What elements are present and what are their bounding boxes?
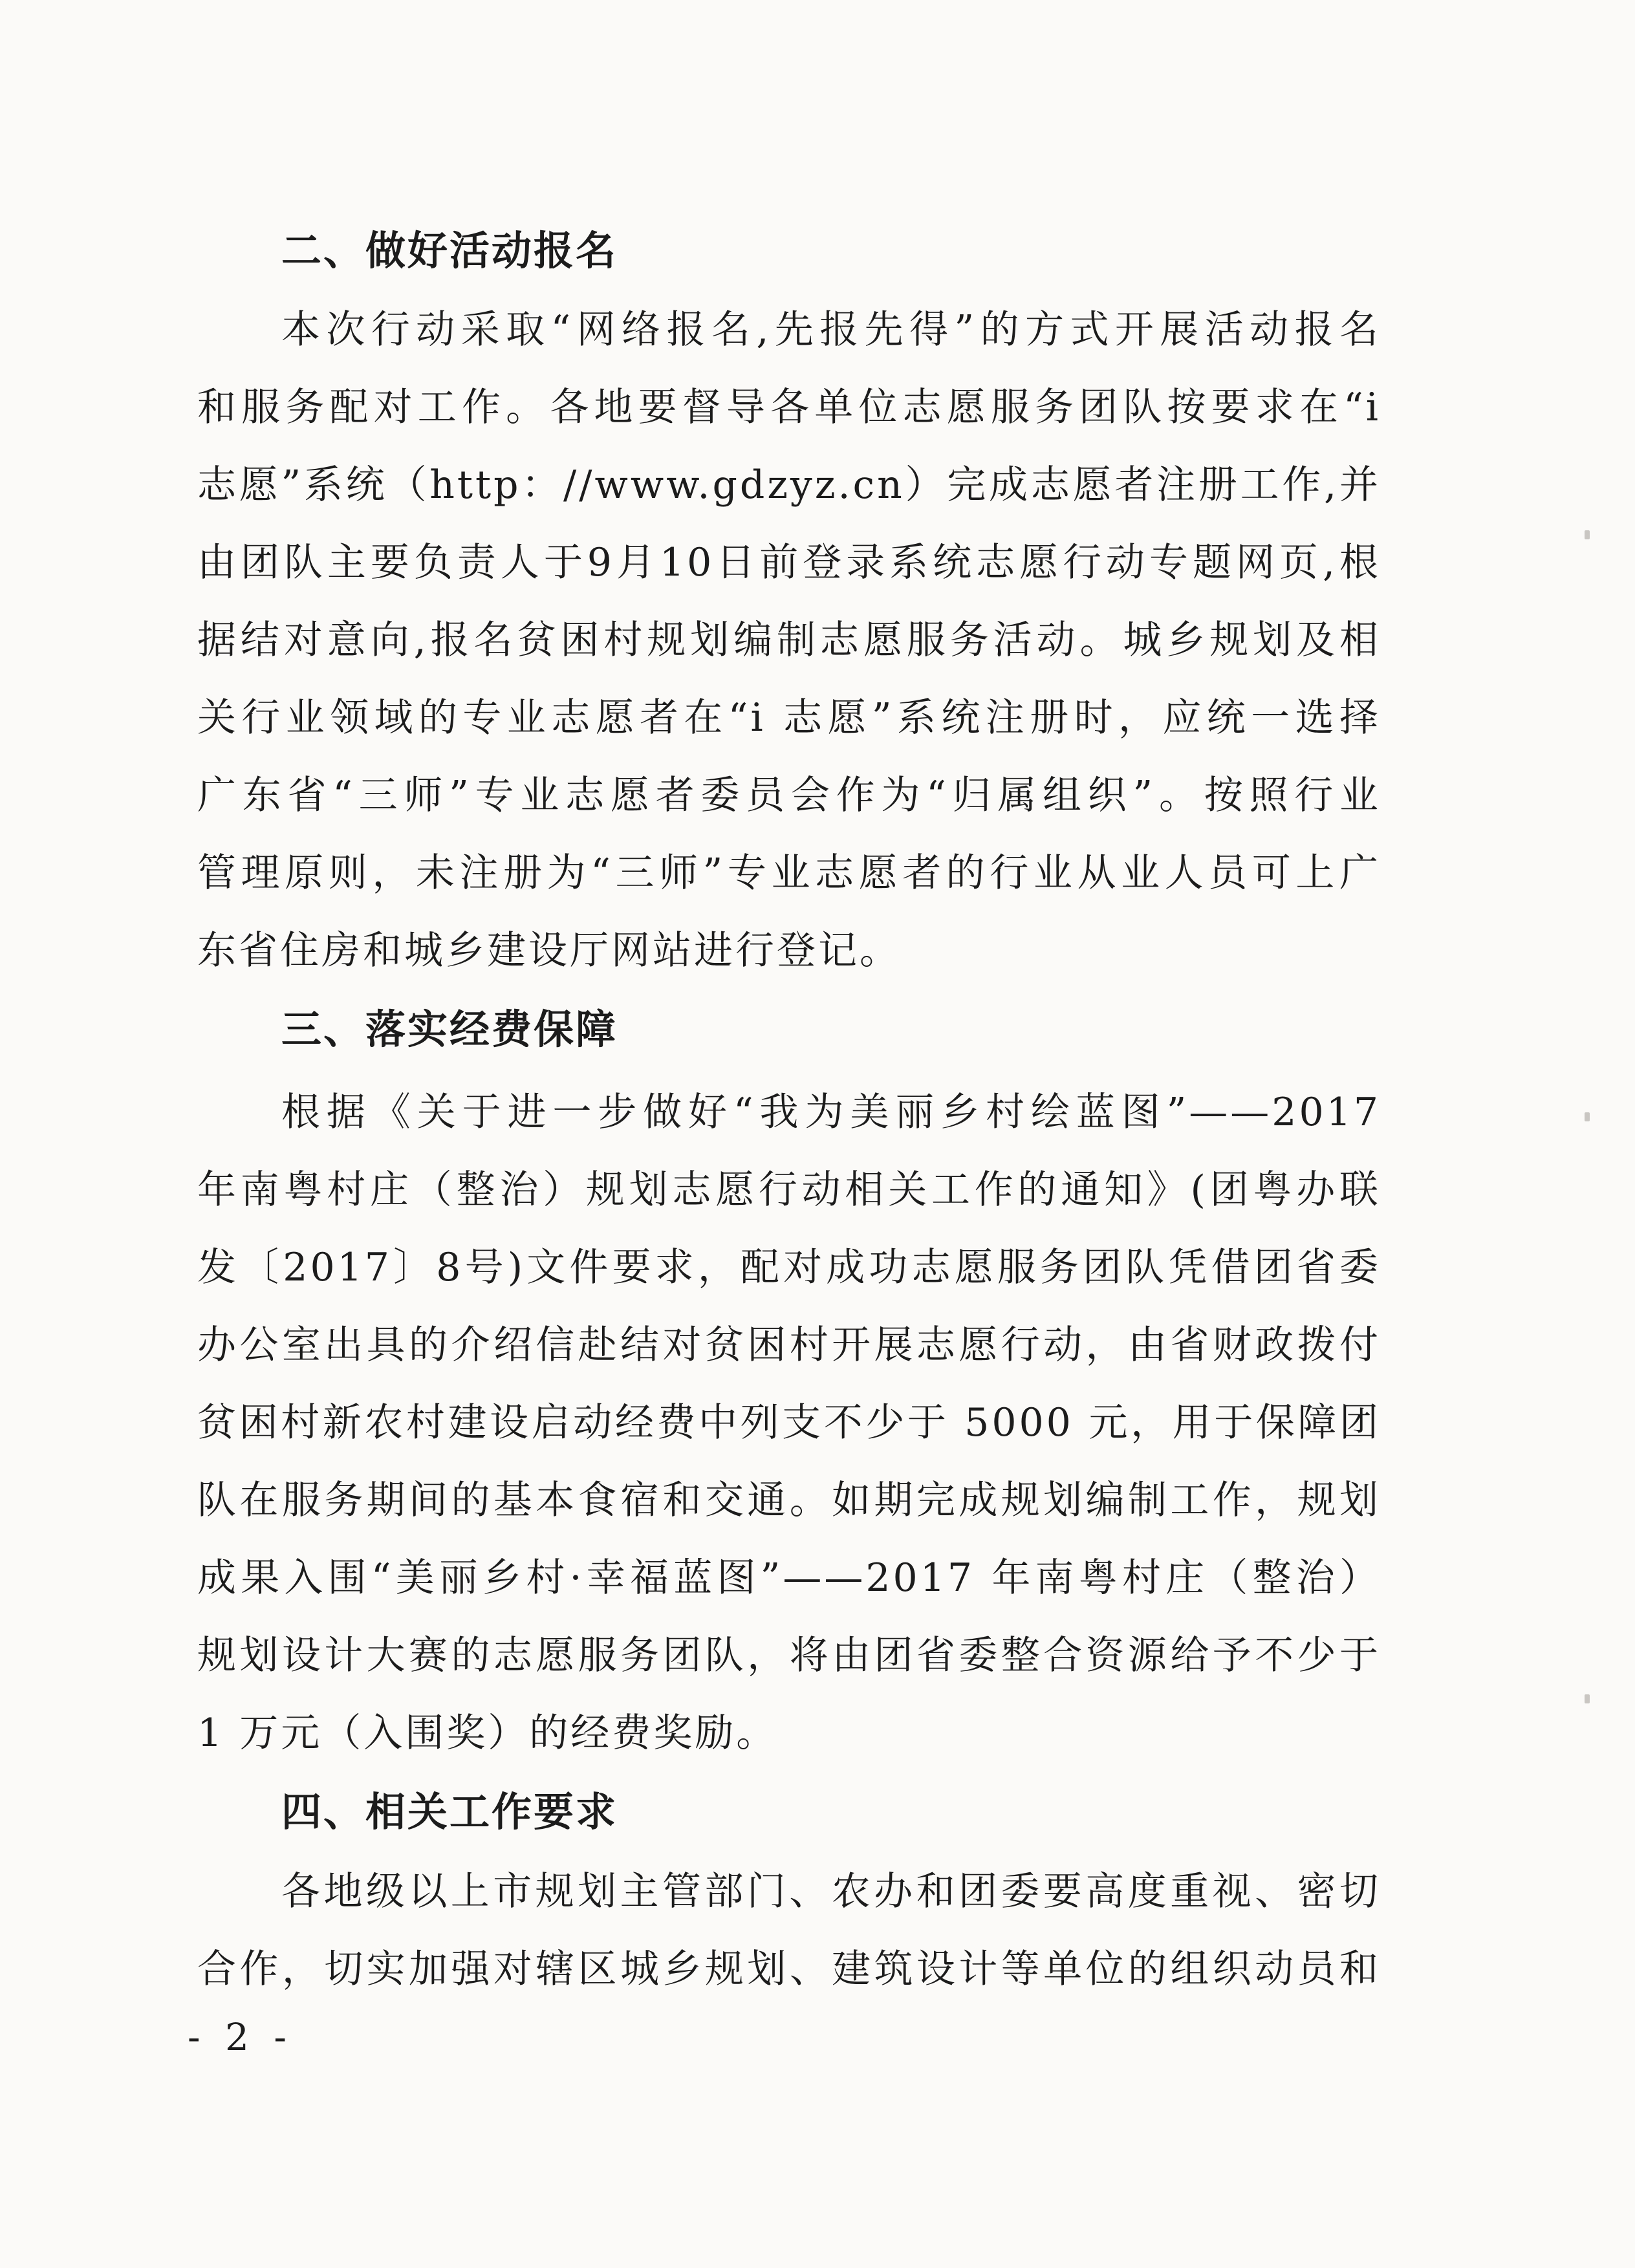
section-4-line: 各地级以上市规划主管部门、农办和团委要高度重视、密切 xyxy=(281,1869,1381,1914)
section-2-line: 由团队主要负责人于9月10日前登录系统志愿行动专题网页,根 xyxy=(197,540,1381,585)
section-3-line: 规划设计大赛的志愿服务团队，将由团省委整合资源给予不少于 xyxy=(197,1633,1381,1678)
section-2-line: 本次行动采取“网络报名,先报先得”的方式开展活动报名 xyxy=(281,307,1381,352)
section-3-line: 办公室出具的介绍信赴结对贫困村开展志愿行动，由省财政拨付 xyxy=(197,1323,1381,1368)
section-2-line: 东省住房和城乡建设厅网站进行登记。 xyxy=(197,928,901,973)
section-3-line: 成果入围“美丽乡村·幸福蓝图”——2017 年南粤村庄（整治） xyxy=(197,1555,1381,1601)
section-4-heading: 四、相关工作要求 xyxy=(281,1788,618,1835)
section-2-line: 关行业领域的专业志愿者在“i 志愿”系统注册时，应统一选择 xyxy=(197,695,1381,740)
section-3-line: 贫困村新农村建设启动经费中列支不少于 5000 元，用于保障团 xyxy=(197,1400,1381,1445)
scan-edge-mark xyxy=(1585,530,1590,539)
section-2-line: 管理原则，未注册为“三师”专业志愿者的行业从业人员可上广 xyxy=(197,850,1381,896)
section-2-line: 和服务配对工作。各地要督导各单位志愿服务团队按要求在“i xyxy=(197,385,1381,430)
page-number: - 2 - xyxy=(188,2015,293,2059)
scan-edge-mark xyxy=(1585,1694,1590,1703)
section-2-line: 志愿”系统（http：//www.gdzyz.cn）完成志愿者注册工作,并 xyxy=(197,462,1381,508)
section-4-line: 合作，切实加强对辖区城乡规划、建筑设计等单位的组织动员和 xyxy=(197,1947,1381,1992)
section-2-line: 广东省“三师”专业志愿者委员会作为“归属组织”。按照行业 xyxy=(197,773,1381,818)
section-2-heading: 二、做好活动报名 xyxy=(281,227,618,274)
section-2-line: 据结对意向,报名贫困村规划编制志愿服务活动。城乡规划及相 xyxy=(197,618,1381,663)
section-3-line: 根据《关于进一步做好“我为美丽乡村绘蓝图”——2017 xyxy=(281,1090,1381,1135)
section-3-line: 队在服务期间的基本食宿和交通。如期完成规划编制工作，规划 xyxy=(197,1478,1381,1523)
section-3-line: 年南粤村庄（整治）规划志愿行动相关工作的通知》(团粤办联 xyxy=(197,1167,1381,1213)
scan-edge-mark xyxy=(1585,1112,1590,1121)
section-3-line: 发〔2017〕8号)文件要求，配对成功志愿服务团队凭借团省委 xyxy=(197,1245,1381,1290)
section-3-heading: 三、落实经费保障 xyxy=(281,1006,618,1053)
section-3-line: 1 万元（入围奖）的经费奖励。 xyxy=(197,1711,778,1756)
